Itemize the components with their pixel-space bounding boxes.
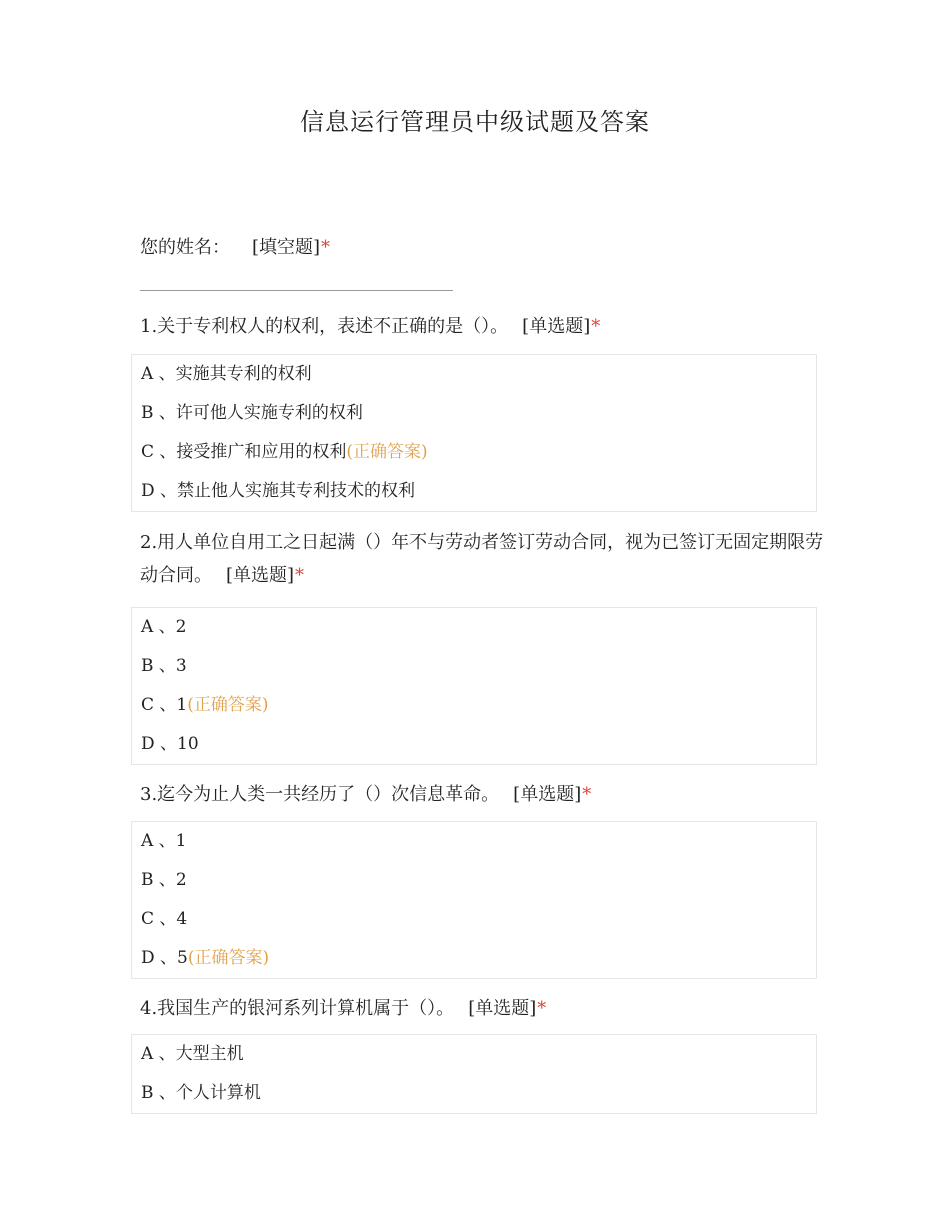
option-d[interactable] bbox=[132, 725, 816, 764]
required-mark: * bbox=[321, 237, 331, 258]
option-label: B 、许可他人实施专利的权利 bbox=[141, 403, 363, 423]
option-b[interactable] bbox=[132, 861, 816, 900]
name-label: 您的姓名： bbox=[140, 237, 230, 258]
option-label: A 、实施其专利的权利 bbox=[141, 364, 312, 384]
question-text: 1.关于专利权人的权利，表述不正确的是（）。 bbox=[140, 316, 509, 337]
correct-answer-mark: (正确答案) bbox=[187, 695, 269, 715]
correct-answer-mark: (正确答案) bbox=[346, 442, 428, 462]
question-type: [单选题] bbox=[226, 565, 295, 586]
question-text: 2.用人单位自用工之日起满（）年不与劳动者签订劳动合同，视为已签订无固定期限劳动合同。 bbox=[140, 532, 824, 586]
question-4 bbox=[140, 992, 830, 1025]
question-type: [单选题] bbox=[522, 316, 591, 337]
required-mark: * bbox=[591, 316, 601, 337]
options-box-1 bbox=[131, 354, 817, 512]
option-label: C 、1 bbox=[141, 695, 188, 715]
option-label: D 、10 bbox=[141, 734, 199, 754]
question-text: 4.我国生产的银河系列计算机属于（）。 bbox=[140, 998, 455, 1019]
option-label: D 、5 bbox=[141, 948, 188, 968]
option-label: A 、大型主机 bbox=[141, 1044, 244, 1064]
option-label: A 、2 bbox=[141, 617, 187, 637]
option-c[interactable] bbox=[132, 900, 816, 939]
question-3 bbox=[140, 778, 830, 811]
option-b[interactable] bbox=[132, 1074, 816, 1113]
options-box-4 bbox=[131, 1034, 817, 1114]
page-title: 信息运行管理员中级试题及答案 bbox=[300, 108, 650, 136]
option-a[interactable] bbox=[132, 608, 816, 647]
option-b[interactable] bbox=[132, 394, 816, 433]
question-text: 3.迄今为止人类一共经历了（）次信息革命。 bbox=[140, 784, 500, 805]
option-c[interactable] bbox=[132, 433, 816, 472]
required-mark: * bbox=[295, 565, 305, 586]
question-2 bbox=[140, 526, 830, 592]
option-label: A 、1 bbox=[141, 831, 187, 851]
question-1 bbox=[140, 310, 830, 343]
option-label: B 、3 bbox=[141, 656, 187, 676]
name-question bbox=[140, 234, 330, 262]
required-mark: * bbox=[582, 784, 592, 805]
question-type: [单选题] bbox=[468, 998, 537, 1019]
option-c[interactable] bbox=[132, 686, 816, 725]
question-type: [单选题] bbox=[513, 784, 582, 805]
option-a[interactable] bbox=[132, 355, 816, 394]
option-a[interactable] bbox=[132, 822, 816, 861]
option-label: C 、接受推广和应用的权利 bbox=[141, 442, 347, 462]
option-d[interactable] bbox=[132, 939, 816, 978]
correct-answer-mark: (正确答案) bbox=[187, 948, 270, 968]
option-a[interactable] bbox=[132, 1035, 816, 1074]
name-input-line[interactable] bbox=[140, 290, 453, 291]
option-label: C 、4 bbox=[141, 909, 188, 929]
options-box-2 bbox=[131, 607, 817, 765]
required-mark: * bbox=[537, 998, 547, 1019]
question-type: [填空题] bbox=[252, 237, 321, 258]
options-box-3 bbox=[131, 821, 817, 979]
option-label: B 、2 bbox=[141, 870, 187, 890]
option-b[interactable] bbox=[132, 647, 816, 686]
option-label: B 、个人计算机 bbox=[141, 1083, 261, 1103]
option-d[interactable] bbox=[132, 472, 816, 511]
option-label: D 、禁止他人实施其专利技术的权利 bbox=[141, 481, 416, 501]
